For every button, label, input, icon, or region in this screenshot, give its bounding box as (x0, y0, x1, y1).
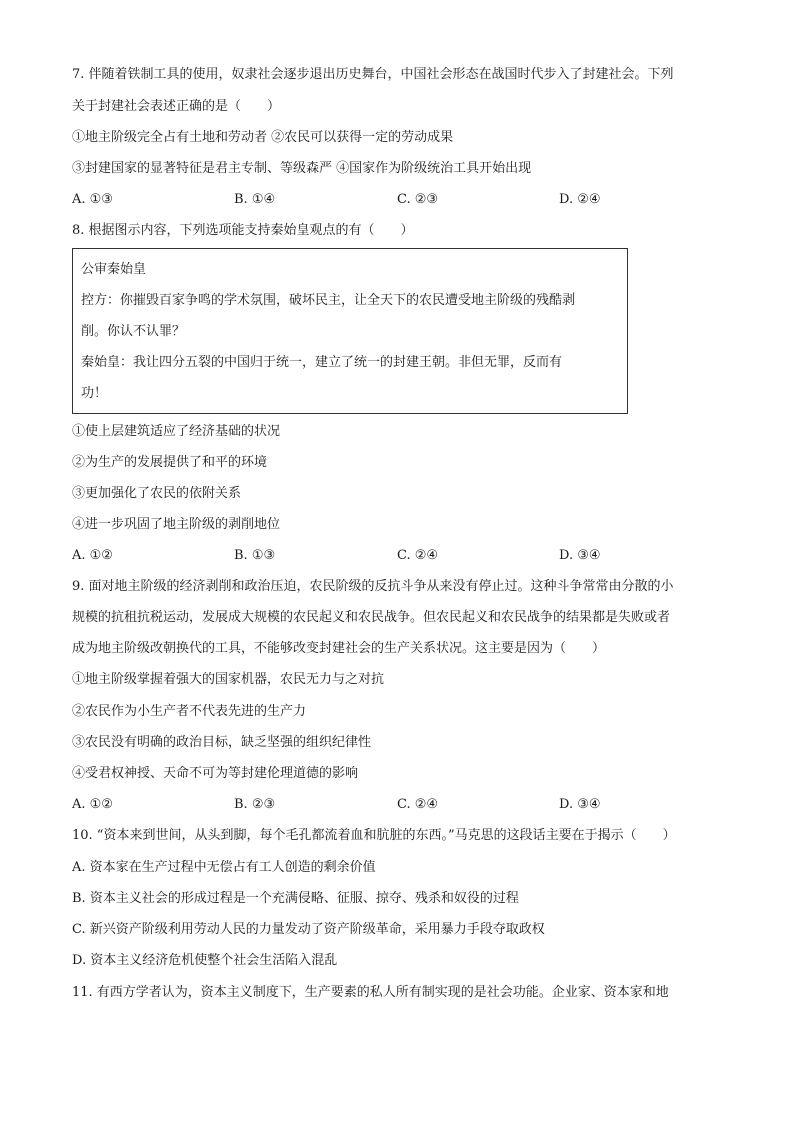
q9-stem-line3: 成为地主阶级改朝换代的工具，不能够改变封建社会的生产关系状况。这主要是因为（ ） (72, 641, 606, 656)
q8-box-line4: 功！ (81, 386, 108, 401)
q8-box-line1: 控方：你摧毁百家争鸣的学术氛围，破坏民主，让全天下的农民遭受地主阶级的残酷剥 (81, 293, 576, 308)
q8-option-d[interactable]: D. ③④ (559, 548, 601, 563)
q8-statement-1: ①使上层建筑适应了经济基础的状况 (72, 424, 281, 439)
q7-stem-line1: 7. 伴随着铁制工具的使用，奴隶社会逐步退出历史舞台，中国社会形态在战国时代步入了封建社会。下列 (72, 67, 674, 82)
q8-material-box (72, 248, 628, 414)
q9-option-c[interactable]: C. ②④ (397, 797, 439, 812)
q8-option-b[interactable]: B. ①③ (234, 548, 276, 563)
q8-option-a[interactable]: A. ①② (72, 548, 113, 563)
q9-statement-4: ④受君权神授、天命不可为等封建伦理道德的影响 (72, 766, 359, 781)
q8-option-c[interactable]: C. ②④ (397, 548, 439, 563)
q8-box-line2: 削。你认不认罪？ (81, 324, 186, 339)
q8-box-line3: 秦始皇：我让四分五裂的中国归于统一，建立了统一的封建王朝。非但无罪，反而有 (81, 355, 563, 370)
q10-choice-a[interactable]: A. 资本家在生产过程中无偿占有工人创造的剩余价值 (72, 860, 376, 875)
q10-choice-c[interactable]: C. 新兴资产阶级利用劳动人民的力量发动了资产阶级革命，采用暴力手段夺取政权 (72, 922, 545, 937)
q7-statement-1-2: ①地主阶级完全占有土地和劳动者 ②农民可以获得一定的劳动成果 (72, 130, 454, 145)
q8-statement-4: ④进一步巩固了地主阶级的剥削地位 (72, 517, 281, 532)
q7-options (72, 191, 722, 209)
q9-option-a[interactable]: A. ①② (72, 797, 113, 812)
q11-stem-line1: 11. 有西方学者认为，资本主义制度下，生产要素的私人所有制实现的是社会功能。企业家、资本家和地 (72, 985, 669, 1000)
q7-option-d[interactable]: D. ②④ (559, 192, 601, 207)
q7-option-b[interactable]: B. ①④ (234, 192, 276, 207)
q9-stem-line2: 规模的抗租抗税运动，发展成大规模的农民起义和农民战争。但农民起义和农民战争的结果都是失败或者 (72, 610, 671, 625)
q8-options (72, 547, 722, 565)
q9-statement-1: ①地主阶级掌握着强大的国家机器，农民无力与之对抗 (72, 672, 385, 687)
q9-option-b[interactable]: B. ②③ (234, 797, 276, 812)
q8-statement-3: ③更加强化了农民的依附关系 (72, 486, 242, 501)
q9-options (72, 796, 722, 814)
q7-option-c[interactable]: C. ②③ (397, 192, 439, 207)
q9-stem-line1: 9. 面对地主阶级的经济剥削和政治压迫，农民阶级的反抗斗争从来没有停止过。这种斗争常常由分散的小 (72, 579, 674, 594)
q8-stem: 8. 根据图示内容，下列选项能支持秦始皇观点的有（ ） (72, 223, 414, 238)
q7-option-a[interactable]: A. ①③ (72, 192, 113, 207)
q7-statement-3-4: ③封建国家的显著特征是君主专制、等级森严 ④国家作为阶级统治工具开始出现 (72, 161, 532, 176)
q10-choice-d[interactable]: D. 资本主义经济危机使整个社会生活陷入混乱 (72, 953, 338, 968)
q10-choice-b[interactable]: B. 资本主义社会的形成过程是一个充满侵略、征服、掠夺、残杀和奴役的过程 (72, 891, 519, 906)
q8-box-title: 公审秦始皇 (81, 262, 147, 277)
q9-option-d[interactable]: D. ③④ (559, 797, 601, 812)
q8-statement-2: ②为生产的发展提供了和平的环境 (72, 455, 268, 470)
q9-statement-3: ③农民没有明确的政治目标，缺乏坚强的组织纪律性 (72, 735, 372, 750)
q10-stem: 10. “资本来到世间，从头到脚，每个毛孔都流着血和肮脏的东西。”马克思的这段话主要在于揭示（ ） (72, 828, 676, 843)
q9-statement-2: ②农民作为小生产者不代表先进的生产力 (72, 704, 307, 719)
q7-stem-line2: 关于封建社会表述正确的是（ ） (72, 99, 281, 114)
